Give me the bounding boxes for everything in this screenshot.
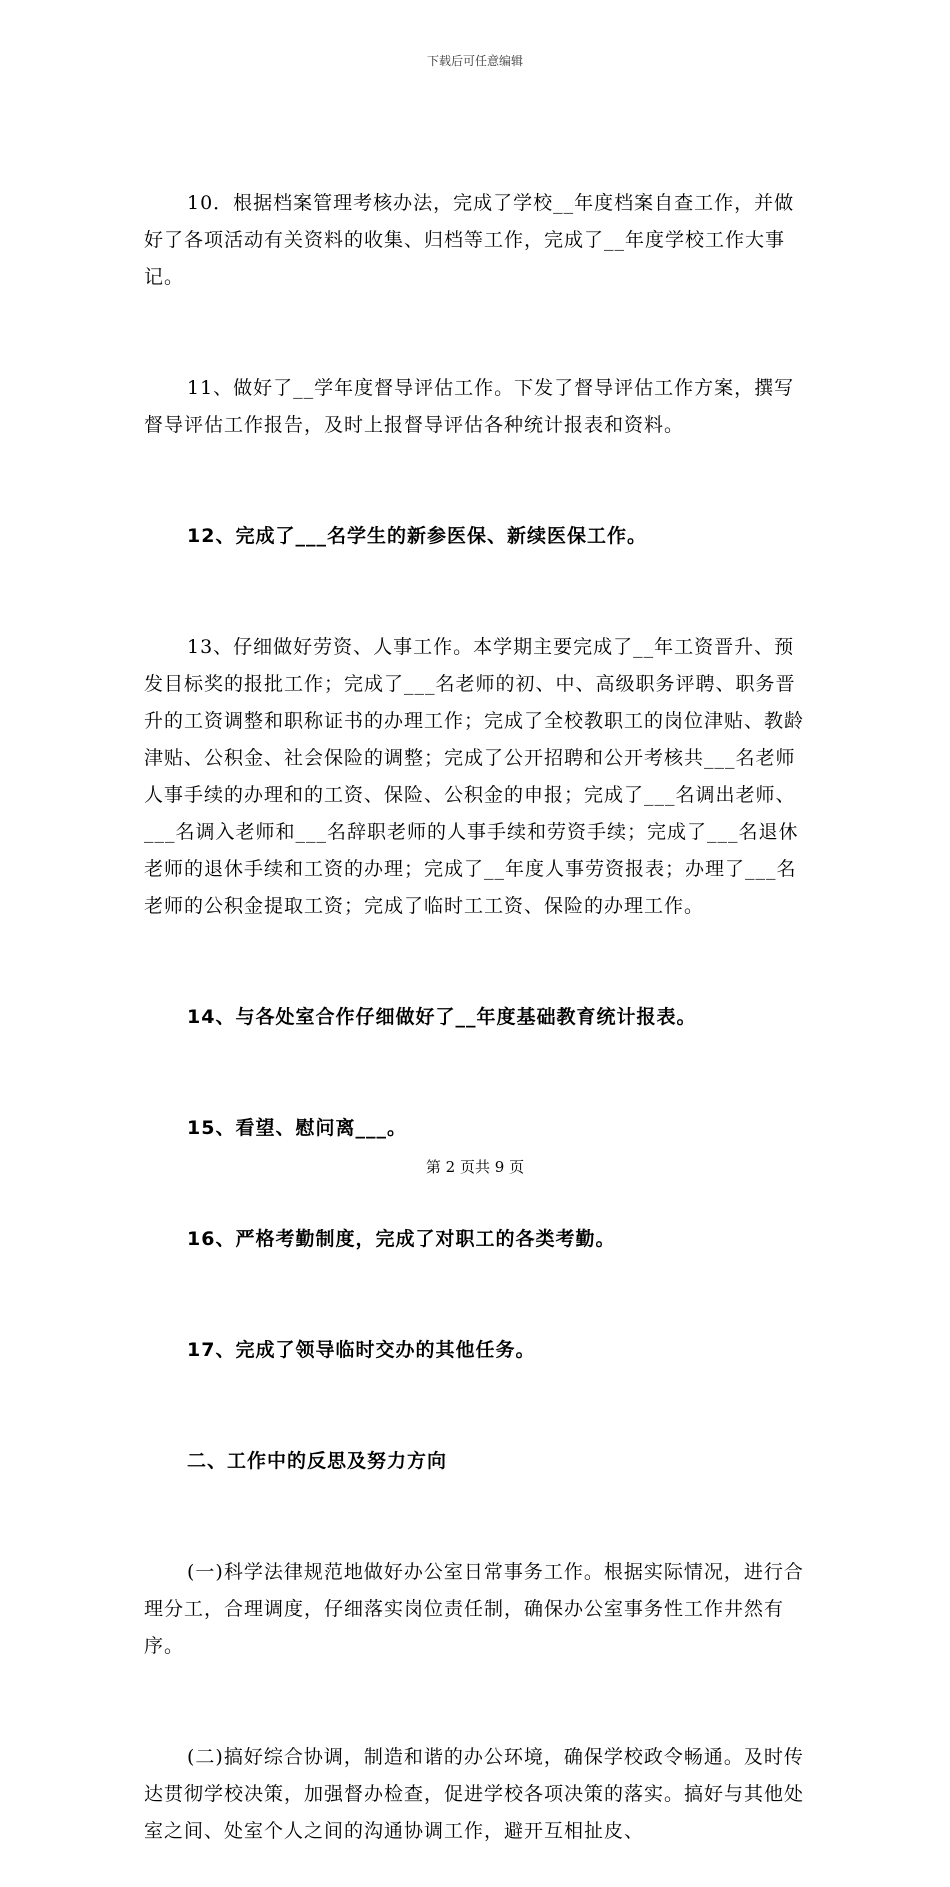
page-header: 下载后可任意编辑: [426, 54, 523, 68]
paragraph-10: 10．根据档案管理考核办法，完成了学校__年度档案自查工作，并做好了各项活动有关资料的收集、归档等工作，完成了__年度学校工作大事记。: [144, 192, 795, 288]
document-body: [144, 111, 808, 1887]
paragraph-item-1: (一)科学法律规范地做好办公室日常事务工作。根据实际情况，进行合理分工，合理调度，仔细落实岗位责任制，确保办公室事务性工作井然有序。: [144, 1561, 804, 1657]
paragraph-16: 16、严格考勤制度，完成了对职工的各类考勤。: [187, 1228, 616, 1250]
paragraph-12: 12、完成了___名学生的新参医保、新续医保工作。: [187, 525, 647, 547]
paragraph-15: 15、看望、慰问离___。: [187, 1117, 407, 1139]
page-footer: 第 2 页共 9 页: [425, 1158, 525, 1176]
section-heading-reflection: 二、工作中的反思及努力方向: [187, 1450, 448, 1472]
paragraph-item-2: (二)搞好综合协调，制造和谐的办公环境，确保学校政令畅通。及时传达贯彻学校决策，加强督办检查，促进学校各项决策的落实。搞好与其他处室之间、处室个人之间的沟通协调工作，避开互相扯皮、: [144, 1746, 805, 1842]
paragraph-14: 14、与各处室合作仔细做好了__年度基础教育统计报表。: [187, 1006, 697, 1028]
paragraph-13: 13、仔细做好劳资、人事工作。本学期主要完成了__年工资晋升、预发目标奖的报批工作；完成了___名老师的初、中、高级职务评聘、职务晋升的工资调整和职称证书的办理工作；完成了全校教职工的岗位津贴、教龄津贴、公积金、社会保险的调整；完成了公开招聘和公开考核共___名老师人事手续的办理和的工资、保险、公积金的申报；完成了___名调出老师、___名调入老师和___名辞职老师的人事手续和劳资手续；完成了___名退休老师的退休手续和工资的办理；完成了__年度人事劳资报表；办理了___名老师的公积金提取工资；完成了临时工工资、保险的办理工作。: [144, 636, 805, 917]
paragraph-11: 11、做好了__学年度督导评估工作。下发了督导评估工作方案，撰写督导评估工作报告，及时上报督导评估各种统计报表和资料。: [144, 377, 795, 436]
paragraph-17: 17、完成了领导临时交办的其他任务。: [187, 1339, 536, 1361]
